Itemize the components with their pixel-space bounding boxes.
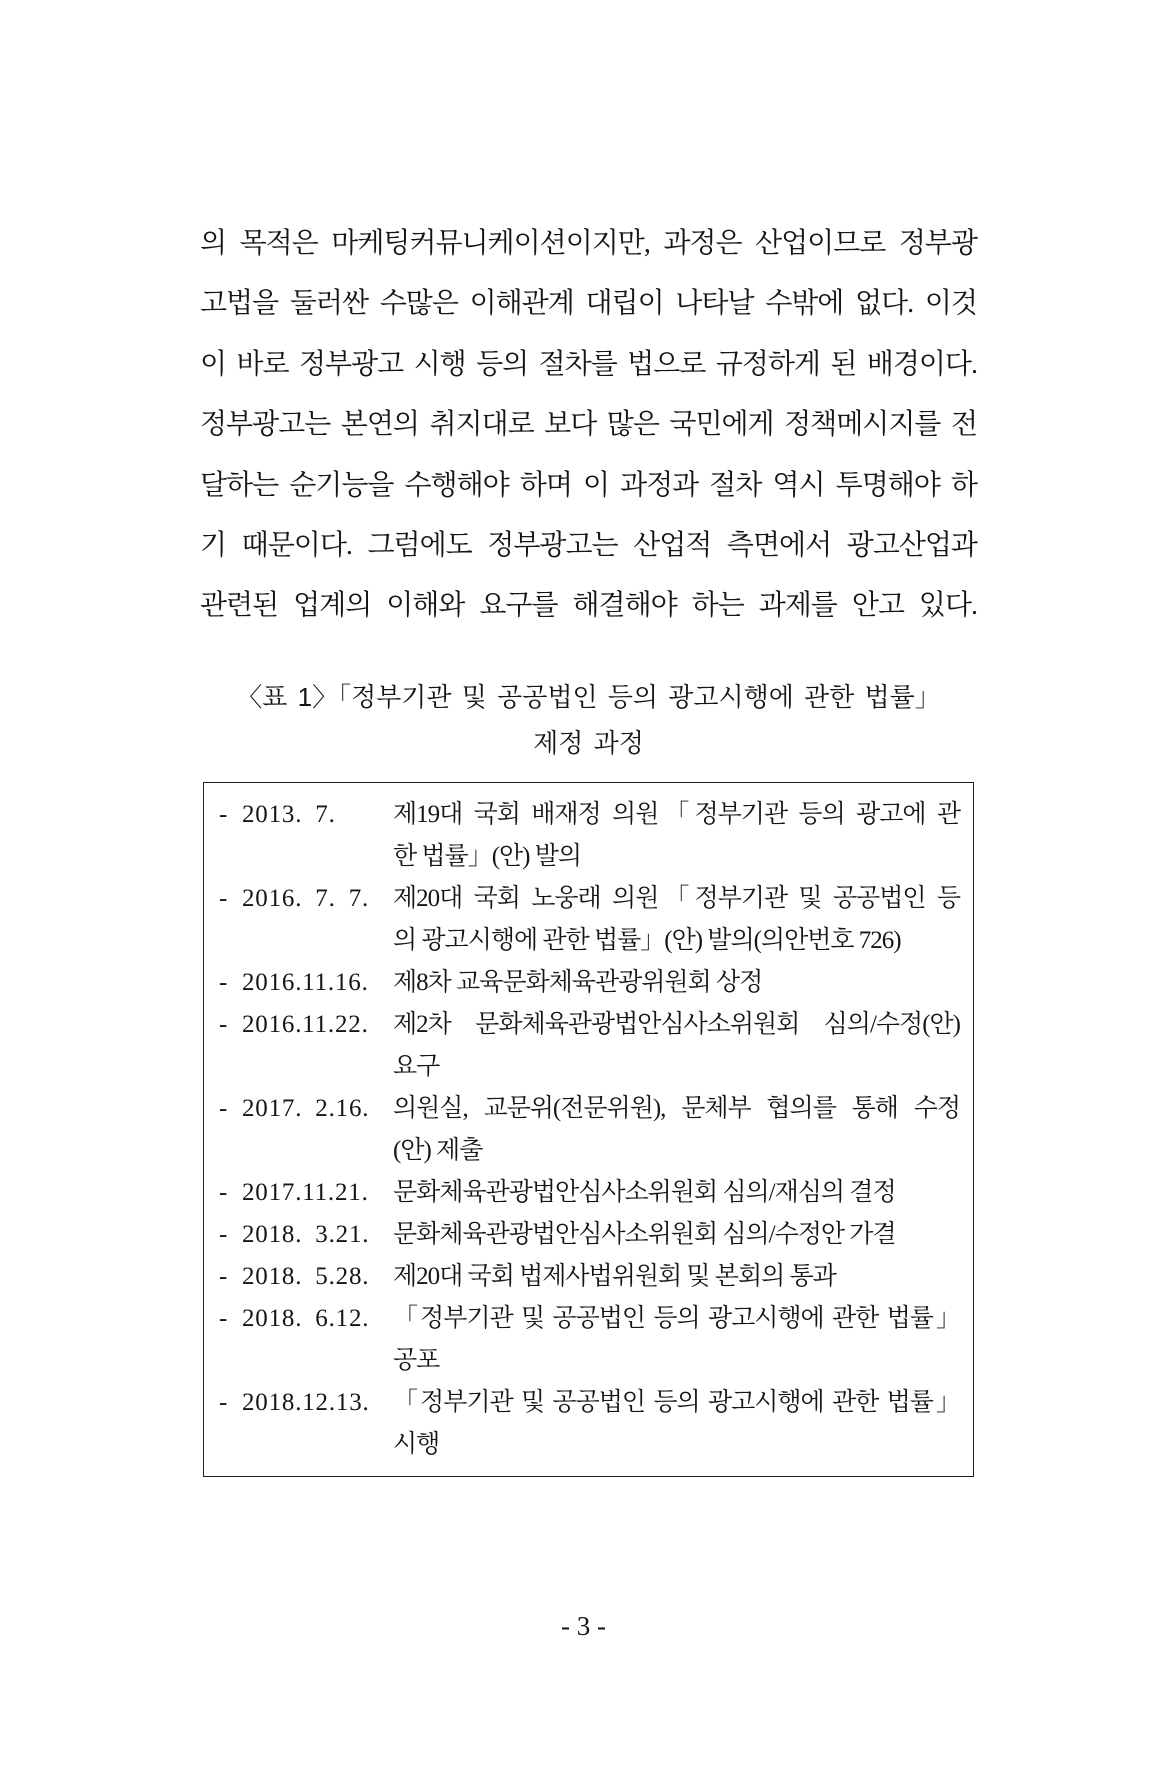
entry-date: 2018. 6.12. (242, 1305, 370, 1332)
entry-bullet: - (219, 1221, 228, 1248)
entry-description (393, 1298, 960, 1382)
body-text-line: 이 바로 정부광고 시행 등의 절차를 법으로 규정하게 된 배경이다. (200, 348, 977, 380)
entry-description (393, 1382, 960, 1466)
entry-description (393, 1172, 960, 1214)
timeline-entry (219, 962, 960, 1004)
body-text-line: 정부광고는 본연의 취지대로 보다 많은 국민에게 정책메시지를 전 (200, 409, 977, 441)
timeline-entry (219, 878, 960, 962)
body-text-line: 달하는 순기능을 수행해야 하며 이 과정과 절차 역시 투명해야 하 (200, 469, 977, 501)
timeline-entry (219, 1088, 960, 1172)
timeline-entry (219, 1382, 960, 1466)
entry-date: 2018.12.13. (242, 1389, 370, 1416)
entry-date: 2016.11.16. (242, 969, 369, 996)
table-caption (203, 674, 974, 766)
entry-description-line: 「정부기관 및 공공법인 등의 광고시행에 관한 법률」 (393, 1305, 960, 1332)
entry-description-line: 제20대 국회 법제사법위원회 및 본회의 통과 (393, 1263, 836, 1290)
timeline-entry (219, 1214, 960, 1256)
entry-date: 2017.11.21. (242, 1179, 369, 1206)
entry-date: 2017. 2.16. (242, 1095, 370, 1122)
entry-description-line: 문화체육관광법안심사소위원회 심의/수정안 가결 (393, 1221, 896, 1248)
body-text-line: 기 때문이다. 그럼에도 정부광고는 산업적 측면에서 광고산업과 (200, 529, 977, 561)
entry-bullet: - (219, 1095, 228, 1122)
table-caption-title: 〈표 1〉「정부기관 및 공공법인 등의 광고시행에 관한 법률」 (236, 682, 941, 712)
entry-description (393, 1088, 960, 1172)
timeline-entry (219, 1004, 960, 1088)
entry-description (393, 1256, 960, 1298)
entry-description-line: 한 법률」(안) 발의 (393, 843, 582, 870)
timeline-entry (219, 1298, 960, 1382)
entry-description (393, 962, 960, 1004)
entry-bullet: - (219, 801, 228, 828)
entry-bullet: - (219, 1011, 228, 1038)
timeline-entry (219, 1256, 960, 1298)
entry-date: 2013. 7. (242, 801, 336, 828)
entry-description-line: 공포 (393, 1347, 440, 1374)
table-caption-subtitle: 제정 과정 (533, 728, 644, 758)
entry-description-line: 제20대 국회 노웅래 의원「정부기관 및 공공법인 등 (393, 885, 960, 912)
entry-date: 2018. 3.21. (242, 1221, 370, 1248)
entry-description-line: 의원실, 교문위(전문위원), 문체부 협의를 통해 수정 (393, 1095, 960, 1122)
entry-description (393, 1004, 960, 1088)
entry-date: 2016.11.22. (242, 1011, 369, 1038)
body-text-line: 고법을 둘러싼 수많은 이해관계 대립이 나타날 수밖에 없다. 이것 (200, 288, 977, 320)
timeline-box (203, 782, 974, 1477)
timeline-entry (219, 1172, 960, 1214)
entry-bullet: - (219, 1263, 228, 1290)
entry-description-line: 제19대 국회 배재정 의원「정부기관 등의 광고에 관 (393, 801, 960, 828)
entry-date: 2016. 7. 7. (242, 885, 370, 912)
entry-description-line: 요구 (393, 1053, 440, 1080)
entry-description-line: 제8차 교육문화체육관광위원회 상정 (393, 969, 763, 996)
entry-description (393, 878, 960, 962)
entry-bullet: - (219, 1179, 228, 1206)
entry-bullet: - (219, 969, 228, 996)
entry-description-line: 시행 (393, 1431, 440, 1458)
entry-bullet: - (219, 1389, 228, 1416)
entry-description (393, 794, 960, 878)
entry-bullet: - (219, 885, 228, 912)
timeline-entry (219, 794, 960, 878)
entry-description-line: 제2차 문화체육관광법안심사소위원회 심의/수정(안) (393, 1011, 960, 1038)
entry-description-line: 「정부기관 및 공공법인 등의 광고시행에 관한 법률」 (393, 1389, 960, 1416)
entry-date: 2018. 5.28. (242, 1263, 370, 1290)
entry-description-line: (안) 제출 (393, 1137, 483, 1164)
body-text-line: 관련된 업계의 이해와 요구를 해결해야 하는 과제를 안고 있다. (200, 590, 977, 622)
page-number: - 3 - (561, 1611, 606, 1641)
body-text-line: 의 목적은 마케팅커뮤니케이션이지만, 과정은 산업이므로 정부광 (200, 228, 977, 259)
body-paragraph (200, 214, 977, 637)
entry-bullet: - (219, 1305, 228, 1332)
entry-description-line: 의 광고시행에 관한 법률」(안) 발의(의안번호 726) (393, 927, 901, 954)
entry-description-line: 문화체육관광법안심사소위원회 심의/재심의 결정 (393, 1179, 896, 1206)
entry-description (393, 1214, 960, 1256)
